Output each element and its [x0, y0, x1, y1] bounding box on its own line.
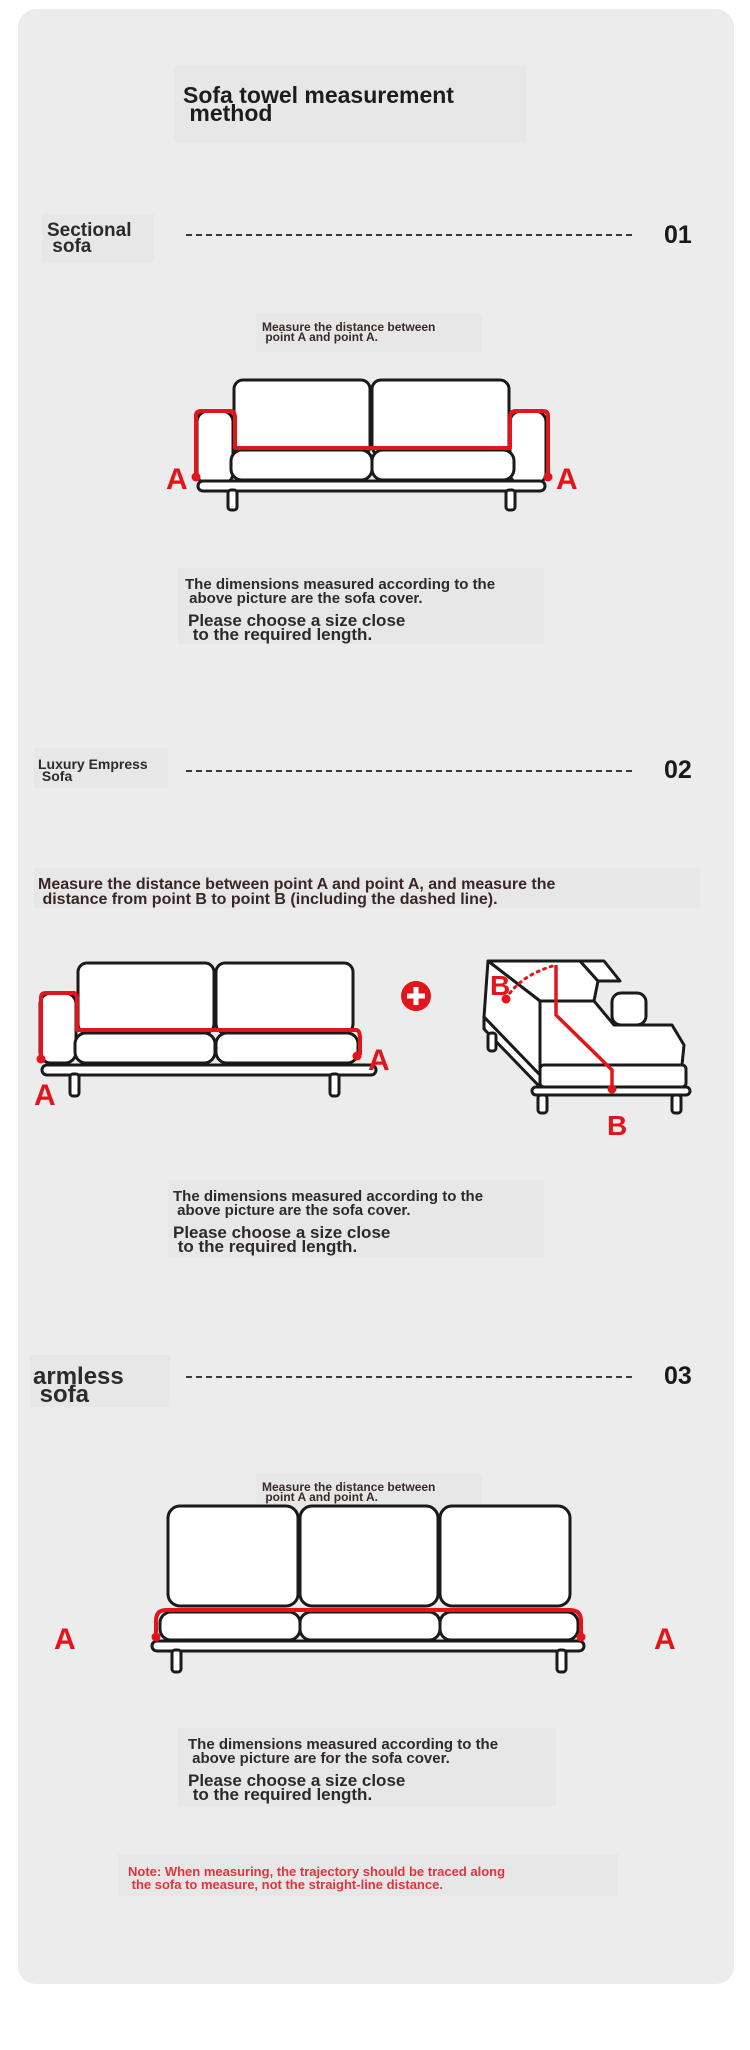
section-1-dimensions-text: The dimensions measured according to the above picture are the sofa cover. — [185, 576, 496, 607]
section-3-instruction: Measure the distance between point A and point A. — [262, 1480, 436, 1504]
point-a-left-label: A — [34, 1079, 56, 1112]
section-1-divider — [186, 234, 632, 236]
section-2-instruction: Measure the distance between point A and point A, and measure the distance from point B to point B (including the dashed line). — [38, 876, 556, 908]
plus-circle-icon — [400, 980, 432, 1012]
section-2-choose-text: Please choose a size close to the required length. — [173, 1223, 391, 1256]
point-a-left-marker — [152, 1633, 161, 1642]
point-a-right-label: A — [556, 463, 578, 496]
page-title: Sofa towel measurement method — [183, 82, 454, 126]
section-3-divider — [186, 1376, 632, 1378]
point-a-left-marker — [192, 473, 201, 482]
empress-sofa-diagram — [30, 945, 390, 1115]
section-1-choose-text: Please choose a size close to the required length. — [188, 611, 406, 644]
point-a-left-label: A — [54, 1623, 76, 1656]
point-a-right-marker — [577, 1633, 586, 1642]
section-3-label: armless sofa — [33, 1363, 124, 1408]
point-b-bottom-label: B — [607, 1110, 628, 1140]
point-a-left-label: A — [166, 463, 188, 496]
point-a-right-label: A — [654, 1623, 676, 1656]
point-b-bottom-marker — [608, 1085, 617, 1094]
section-2-dimensions-text: The dimensions measured according to the above picture are the sofa cover. — [173, 1188, 484, 1219]
section-3-dimensions-text: The dimensions measured according to the above picture are for the sofa cover. — [188, 1736, 499, 1767]
section-1-number: 01 — [664, 221, 692, 249]
section-2-label: Luxury Empress Sofa — [38, 756, 148, 784]
section-1-label: Sectional sofa — [47, 220, 132, 257]
point-a-left-marker — [37, 1055, 46, 1064]
section-2-divider — [186, 770, 632, 772]
armless-sofa-diagram — [40, 1495, 700, 1695]
chaise-sofa-diagram — [472, 945, 702, 1140]
section-2-number: 02 — [664, 756, 692, 784]
point-a-right-label: A — [368, 1044, 390, 1077]
point-b-top-label: B — [490, 970, 511, 1001]
point-a-right-marker — [544, 473, 553, 482]
section-1-instruction: Measure the distance between point A and point A. — [262, 320, 436, 344]
measuring-note: Note: When measuring, the trajectory should be traced along the sofa to measure, not the straight-line distance. — [128, 1864, 506, 1892]
sectional-sofa-diagram — [160, 370, 600, 520]
point-a-right-marker — [353, 1052, 362, 1061]
section-3-number: 03 — [664, 1362, 692, 1390]
section-3-choose-text: Please choose a size close to the required length. — [188, 1771, 406, 1804]
